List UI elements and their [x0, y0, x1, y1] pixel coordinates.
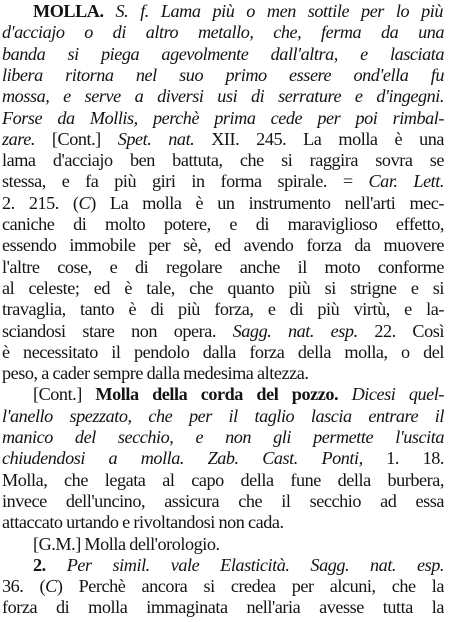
- text-run: stessa, e fa più giri in forma spirale. =: [2, 171, 369, 192]
- text-run: zare.: [2, 128, 35, 149]
- text-run: [338, 384, 352, 404]
- text-line: [2, 108, 444, 129]
- text-run: 22. Così: [357, 320, 444, 341]
- text-run: 2.: [33, 554, 46, 575]
- text-run: attaccato urtando e rivoltandosi non cada.: [2, 512, 284, 533]
- text-run: Molla della corda del pozzo.: [95, 384, 339, 405]
- text-line: [2, 427, 444, 448]
- text-line: [2, 235, 444, 256]
- text-line: [2, 597, 444, 618]
- text-run: mossa, e serve a diversi usi di serrature e d'ingegni.: [2, 86, 444, 107]
- text-line: [2, 342, 444, 363]
- text-run: Sagg. nat. esp.: [310, 554, 444, 575]
- text-run: essendo immobile per sè, ed avendo forza da muovere: [2, 235, 444, 256]
- text-run: [G.M.]: [33, 533, 85, 554]
- text-run: [Cont.]: [33, 384, 96, 405]
- text-run: banda si piega agevolmente dall'altra, e lasciata: [2, 43, 444, 64]
- text-run: peso, a cader sempre dalla medesima altezza.: [2, 363, 309, 384]
- text-line: [33, 1, 443, 22]
- text-run: l'anello spezzato, che per il taglio lascia entrare il: [2, 405, 444, 426]
- text-run: libera ritorna nel suo primo essere ond'ella fu: [2, 64, 444, 85]
- text-run: 36. (: [2, 576, 46, 597]
- text-line: [2, 22, 444, 43]
- text-run: al celeste; ed è tale, che quanto più si strigne e si: [2, 277, 444, 298]
- text-line: [2, 470, 444, 491]
- text-run: [104, 1, 116, 21]
- text-run: [289, 555, 310, 575]
- text-run: MOLLA.: [33, 1, 104, 21]
- text-run: 2. 215. (: [2, 192, 79, 213]
- text-line: [2, 129, 444, 150]
- text-run: C: [45, 576, 57, 597]
- text-run: [184, 448, 208, 468]
- text-line: [2, 512, 444, 533]
- text-run: travaglia, tanto è di più forza, e di più virtù, e la-: [2, 299, 444, 320]
- text-line: [2, 171, 444, 192]
- text-run: S. f. Lama più o men sottile per lo più: [115, 1, 443, 21]
- text-line: [2, 278, 444, 299]
- text-run: Car. Lett.: [368, 171, 444, 192]
- text-run: [Cont.]: [34, 128, 118, 149]
- text-run: caniche di molto potere, e di maraviglioso effetto,: [2, 214, 444, 234]
- text-line: [33, 555, 444, 576]
- text-run: Per simil. vale Elasticità.: [66, 554, 290, 575]
- text-run: [46, 555, 67, 575]
- text-line: [2, 257, 444, 278]
- text-line: [33, 384, 444, 405]
- text-run: Molla, che legata al capo della fune della burbera,: [2, 469, 444, 490]
- text-run: lama d'acciajo ben battuta, che si raggira sovra se: [2, 150, 444, 171]
- text-run: è necessitato il pendolo dalla forza della molla, o del: [2, 341, 444, 362]
- text-run: Forse da Mollis, perchè prima cede per poi rimbal-: [2, 107, 444, 128]
- text-line: [2, 576, 444, 597]
- text-line: [2, 299, 444, 320]
- text-run: ) Perchè ancora si credea per alcuni, che la: [56, 576, 444, 597]
- text-run: forza di molla immaginata nell'aria avesse tutta la: [2, 597, 444, 618]
- text-run: sciandosi stare non opera.: [2, 320, 233, 341]
- text-run: ) La molla è un instrumento nell'arti mec-: [90, 192, 444, 213]
- text-line: [2, 86, 444, 107]
- text-line: [2, 448, 444, 469]
- text-line: [2, 406, 444, 427]
- text-run: d'acciajo o di altro metallo, che, ferma da una: [2, 22, 444, 43]
- text-line: [2, 65, 444, 86]
- text-run: XII. 245. La molla è una: [194, 128, 444, 149]
- text-run: Molla dell'orologio.: [84, 533, 220, 554]
- text-run: C: [78, 192, 91, 213]
- text-line: [2, 193, 444, 214]
- text-line: [2, 44, 444, 65]
- text-run: 1. 18.: [362, 448, 444, 469]
- text-line: [2, 491, 444, 512]
- text-line: [2, 214, 444, 235]
- text-run: Sagg. nat. esp.: [232, 320, 358, 341]
- text-run: l'altre cose, e di regolare anche il moto conforme: [2, 256, 444, 277]
- text-run: Zab. Cast. Ponti,: [207, 448, 363, 469]
- text-line: [33, 534, 444, 555]
- text-line: [2, 363, 444, 384]
- text-run: chiudendosi a molla.: [2, 448, 185, 469]
- text-run: invece dell'uncino, assicura che il secchio ad essa: [2, 490, 444, 511]
- text-run: manico del secchio, e non gli permette l'uscita: [2, 427, 444, 447]
- text-line: [2, 321, 444, 342]
- text-run: Dicesi quel-: [351, 384, 444, 405]
- text-run: Spet. nat.: [117, 128, 195, 149]
- text-line: [2, 150, 444, 171]
